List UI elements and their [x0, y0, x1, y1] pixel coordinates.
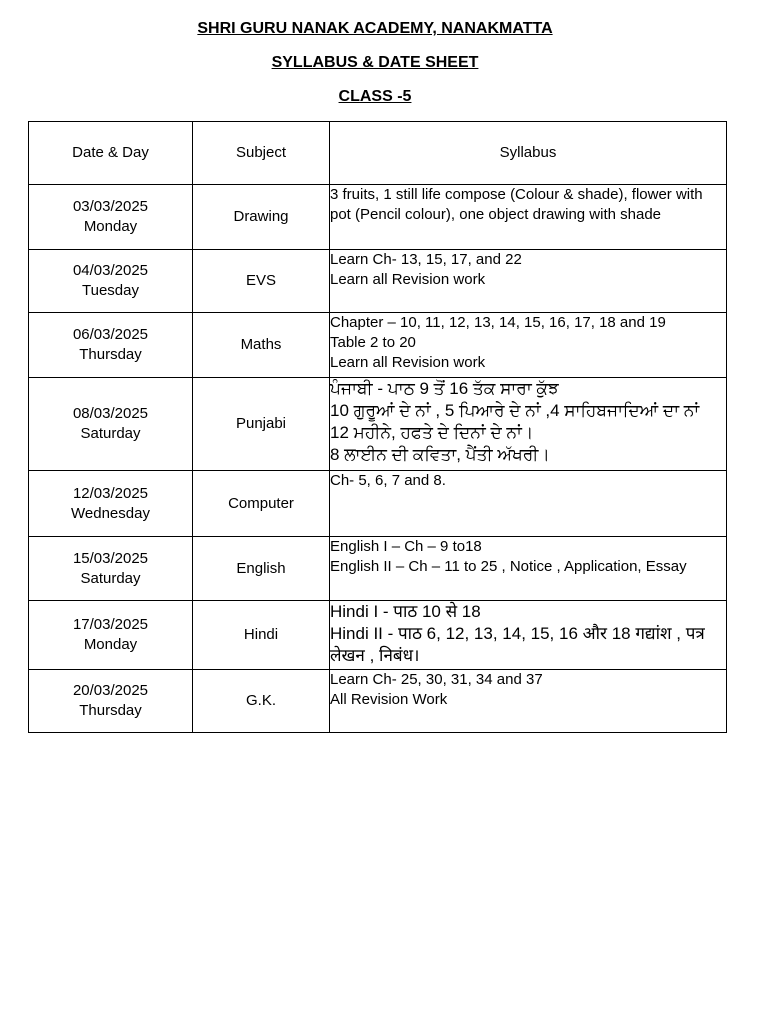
- exam-day: Wednesday: [71, 504, 150, 522]
- table-row: [29, 471, 727, 537]
- exam-day: Thursday: [79, 702, 142, 719]
- table-row: [29, 537, 727, 601]
- subject-cell: Hindi: [193, 601, 330, 670]
- syllabus-cell: [330, 313, 727, 378]
- table-row: [29, 250, 727, 313]
- date-cell: [29, 313, 193, 378]
- table-row: [29, 313, 727, 378]
- exam-date: 08/03/2025: [72, 405, 149, 422]
- exam-date: 20/03/2025: [72, 682, 149, 699]
- subject-cell: Drawing: [193, 185, 330, 250]
- exam-day: Monday: [83, 218, 138, 235]
- subject-cell: EVS: [193, 250, 330, 313]
- syllabus-line: English II – Ch – 11 to 25 , Notice , Application, Essay: [330, 558, 687, 575]
- column-header-syllabus: Syllabus: [330, 122, 727, 185]
- exam-date: 12/03/2025: [72, 484, 149, 502]
- date-cell: [29, 670, 193, 733]
- exam-day: Saturday: [80, 425, 141, 442]
- exam-date: 03/03/2025: [72, 198, 149, 215]
- date-cell: [29, 537, 193, 601]
- subject-cell: Punjabi: [193, 378, 330, 471]
- syllabus-line: All Revision Work: [330, 691, 448, 708]
- exam-day: Saturday: [80, 569, 141, 587]
- table-row: [29, 378, 727, 471]
- document-title: SYLLABUS & DATE SHEET: [271, 54, 479, 71]
- syllabus-cell: [330, 378, 727, 471]
- exam-day: Thursday: [79, 346, 142, 363]
- table-row: [29, 601, 727, 670]
- table-row: [29, 185, 727, 250]
- exam-date: 17/03/2025: [72, 616, 149, 633]
- syllabus-cell: [330, 601, 727, 670]
- syllabus-line: Learn all Revision work: [330, 271, 486, 288]
- exam-day: Tuesday: [82, 282, 139, 299]
- exam-date: 06/03/2025: [72, 326, 149, 343]
- syllabus-cell: [330, 250, 727, 313]
- syllabus-cell: [330, 471, 727, 537]
- subject-cell: Computer: [193, 471, 330, 537]
- date-cell: [29, 185, 193, 250]
- syllabus-line: Ch- 5, 6, 7 and 8.: [330, 472, 446, 489]
- date-cell: [29, 378, 193, 471]
- exam-day: Monday: [83, 636, 138, 653]
- syllabus-line: 12 ਮਹੀਨੇ, ਹਫਤੇ ਦੇ ਦਿਨਾਂ ਦੇ ਨਾਂ।: [330, 423, 534, 442]
- syllabus-line: 8 ਲਾਈਨ ਦੀ ਕਵਿਤਾ, ਪੈਂਤੀ ਅੱਖਰੀ।: [330, 445, 550, 464]
- date-cell: [29, 250, 193, 313]
- subject-cell: English: [193, 537, 330, 601]
- table-header-row: [29, 122, 727, 185]
- syllabus-line: Learn all Revision work: [330, 354, 486, 371]
- syllabus-line: English I – Ch – 9 to18: [330, 538, 482, 555]
- date-sheet-table: [28, 121, 727, 733]
- syllabus-line: Hindi I - पाठ 10 से 18: [330, 602, 481, 621]
- syllabus-cell: [330, 185, 727, 250]
- syllabus-line: ਪੰਜਾਬੀ - ਪਾਠ 9 ਤੋਂ 16 ਤੱਕ ਸਾਰਾ ਕੁੱਝ: [330, 379, 559, 398]
- subject-cell: G.K.: [193, 670, 330, 733]
- column-header-subject: Subject: [193, 122, 330, 185]
- column-header-date: Date & Day: [29, 122, 193, 185]
- subject-cell: Maths: [193, 313, 330, 378]
- syllabus-cell: [330, 537, 727, 601]
- school-name: SHRI GURU NANAK ACADEMY, NANAKMATTA: [197, 20, 553, 37]
- date-cell: [29, 601, 193, 670]
- syllabus-line: Hindi II - पाठ 6, 12, 13, 14, 15, 16 और 18 गद्यांश , पत्र लेखन , निबंध।: [330, 624, 705, 665]
- table-row: [29, 670, 727, 733]
- syllabus-line: Chapter – 10, 11, 12, 13, 14, 15, 16, 17, 18 and 19: [330, 314, 666, 331]
- syllabus-line: Table 2 to 20: [330, 334, 416, 351]
- date-cell: [29, 471, 193, 537]
- syllabus-line: Learn Ch- 13, 15, 17, and 22: [330, 251, 522, 268]
- exam-date: 04/03/2025: [72, 262, 149, 279]
- exam-date: 15/03/2025: [72, 549, 149, 567]
- syllabus-line: Learn Ch- 25, 30, 31, 34 and 37: [330, 671, 543, 688]
- class-label: CLASS -5: [338, 88, 412, 105]
- syllabus-cell: [330, 670, 727, 733]
- syllabus-line: 10 ਗੁਰੂਆਂ ਦੇ ਨਾਂ , 5 ਪਿਆਰੇ ਦੇ ਨਾਂ ,4 ਸਾਹਿਬਜਾਦਿਆਂ ਦਾ ਨਾਂ: [330, 401, 700, 420]
- syllabus-line: 3 fruits, 1 still life compose (Colour & shade), flower with pot (Pencil colour), one object drawing with shade: [330, 186, 703, 223]
